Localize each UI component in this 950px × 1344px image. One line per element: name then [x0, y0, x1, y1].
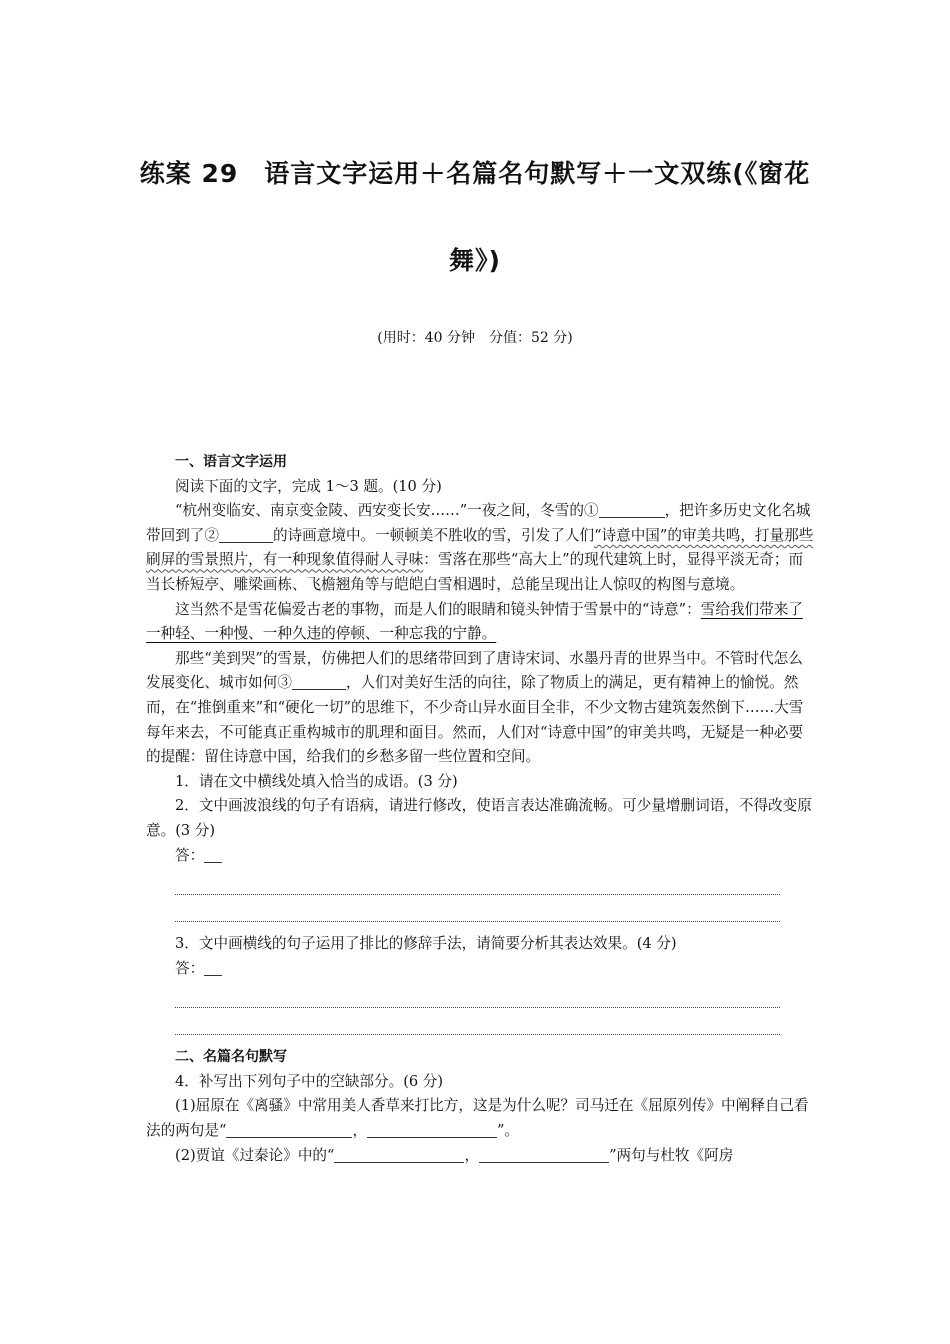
- question-4-part-1: (1)屈原在《离骚》中常用美人香草来打比方，这是为什么呢？司马迁在《屈原列传》中阐释自己看法的两句是“ ， ”。: [146, 1097, 809, 1140]
- fill-blank-2[interactable]: [219, 526, 273, 543]
- answer-start-blank[interactable]: [204, 846, 222, 863]
- fill-blank-1[interactable]: [599, 501, 665, 518]
- fill-blank-4-2a[interactable]: [334, 1146, 464, 1163]
- time-and-score: (用时：40 分钟 分值：52 分): [377, 330, 573, 346]
- section-heading-2: 二、名篇名句默写: [175, 1049, 287, 1066]
- passage-paragraph-3: 那些“美到哭”的雪景，仿佛把人们的思绪带回到了唐诗宋词、水墨丹青的世界当中。不管时代怎么发展变化、城市如何③ ，人们对美好生活的向往，除了物质上的满足，更有精神上的愉悦。然而，在“推倒重来”和“硬化一切”的思维下，不少奇山异水面目全非，不少文物古建筑轰然倒下……大雪每年来去，不可能真正重构城市的肌理和面目。然而，人们对“诗意中国”的审美共鸣，无疑是一种必要的提醒：留住诗意中国，给我们的乡愁多留一些位置和空间。: [146, 649, 804, 766]
- question-3: 3．文中画横线的句子运用了排比的修辞手法，请简要分析其表达效果。(4 分): [175, 935, 677, 953]
- question-4-part-2: (2)贾谊《过秦论》中的“ ， ”两句与杜牧《阿房: [175, 1146, 734, 1164]
- question-2: 2．文中画波浪线的句子有语病，请进行修改，使语言表达准确流畅。可少量增删词语，不得改变原意。(3 分): [146, 797, 812, 839]
- section-heading-1: 一、语言文字运用: [175, 454, 287, 470]
- passage-paragraph-1: “杭州变临安、南京变金陵、西安变长安……”一夜之间，冬雪的① ，把许多历史文化名城带回到了② 的诗画意境中。一顿顿美不胜收的雪，引发了人们“诗意中国”的审美共鸣，打量那些刷屏的雪景照片，有一种现象值得耐人寻味：雪落在那些“高大上”的现代建筑上时，显得平淡无奇；而当长桥短亭、雕梁画栋、飞檐翘角等与皑皑白雪相遇时，总能呈现出让人惊叹的构图与意境。: [146, 502, 814, 593]
- underlined-sentence: 雪给我们带来了一种轻、一种慢、一种久违的停顿、一种忘我的宁静。: [146, 600, 803, 643]
- answer-prompt-2: 答：: [146, 844, 816, 869]
- reading-instruction: 阅读下面的文字，完成 1～3 题。(10 分): [175, 477, 442, 495]
- fill-blank-3[interactable]: [292, 673, 346, 690]
- passage-paragraph-2: 这当然不是雪花偏爱古老的事物，而是人们的眼睛和镜头钟情于雪景中的“诗意”：雪给我们带来了一种轻、一种慢、一种久违的停顿、一种忘我的宁静。: [146, 600, 803, 643]
- answer-prompt-3: 答：: [146, 957, 816, 982]
- document-body: [146, 450, 816, 1168]
- page-title-continued: 舞》): [449, 246, 501, 275]
- fill-blank-4-1a[interactable]: [226, 1121, 352, 1138]
- fill-blank-4-2b[interactable]: [479, 1146, 609, 1163]
- question-4: 4．补写出下列句子中的空缺部分。(6 分): [175, 1072, 444, 1090]
- page-title: 练案 29 语言文字运用＋名篇名句默写＋一文双练(《窗花: [139, 159, 811, 188]
- wavy-underlined-sentence: “诗意中国”的审美共鸣，打量那些刷屏的雪景照片，有一种现象值得耐人寻味: [146, 526, 814, 569]
- fill-blank-4-1b[interactable]: [367, 1121, 497, 1138]
- answer-start-blank[interactable]: [204, 959, 222, 976]
- question-1: 1．请在文中横线处填入恰当的成语。(3 分): [175, 772, 458, 790]
